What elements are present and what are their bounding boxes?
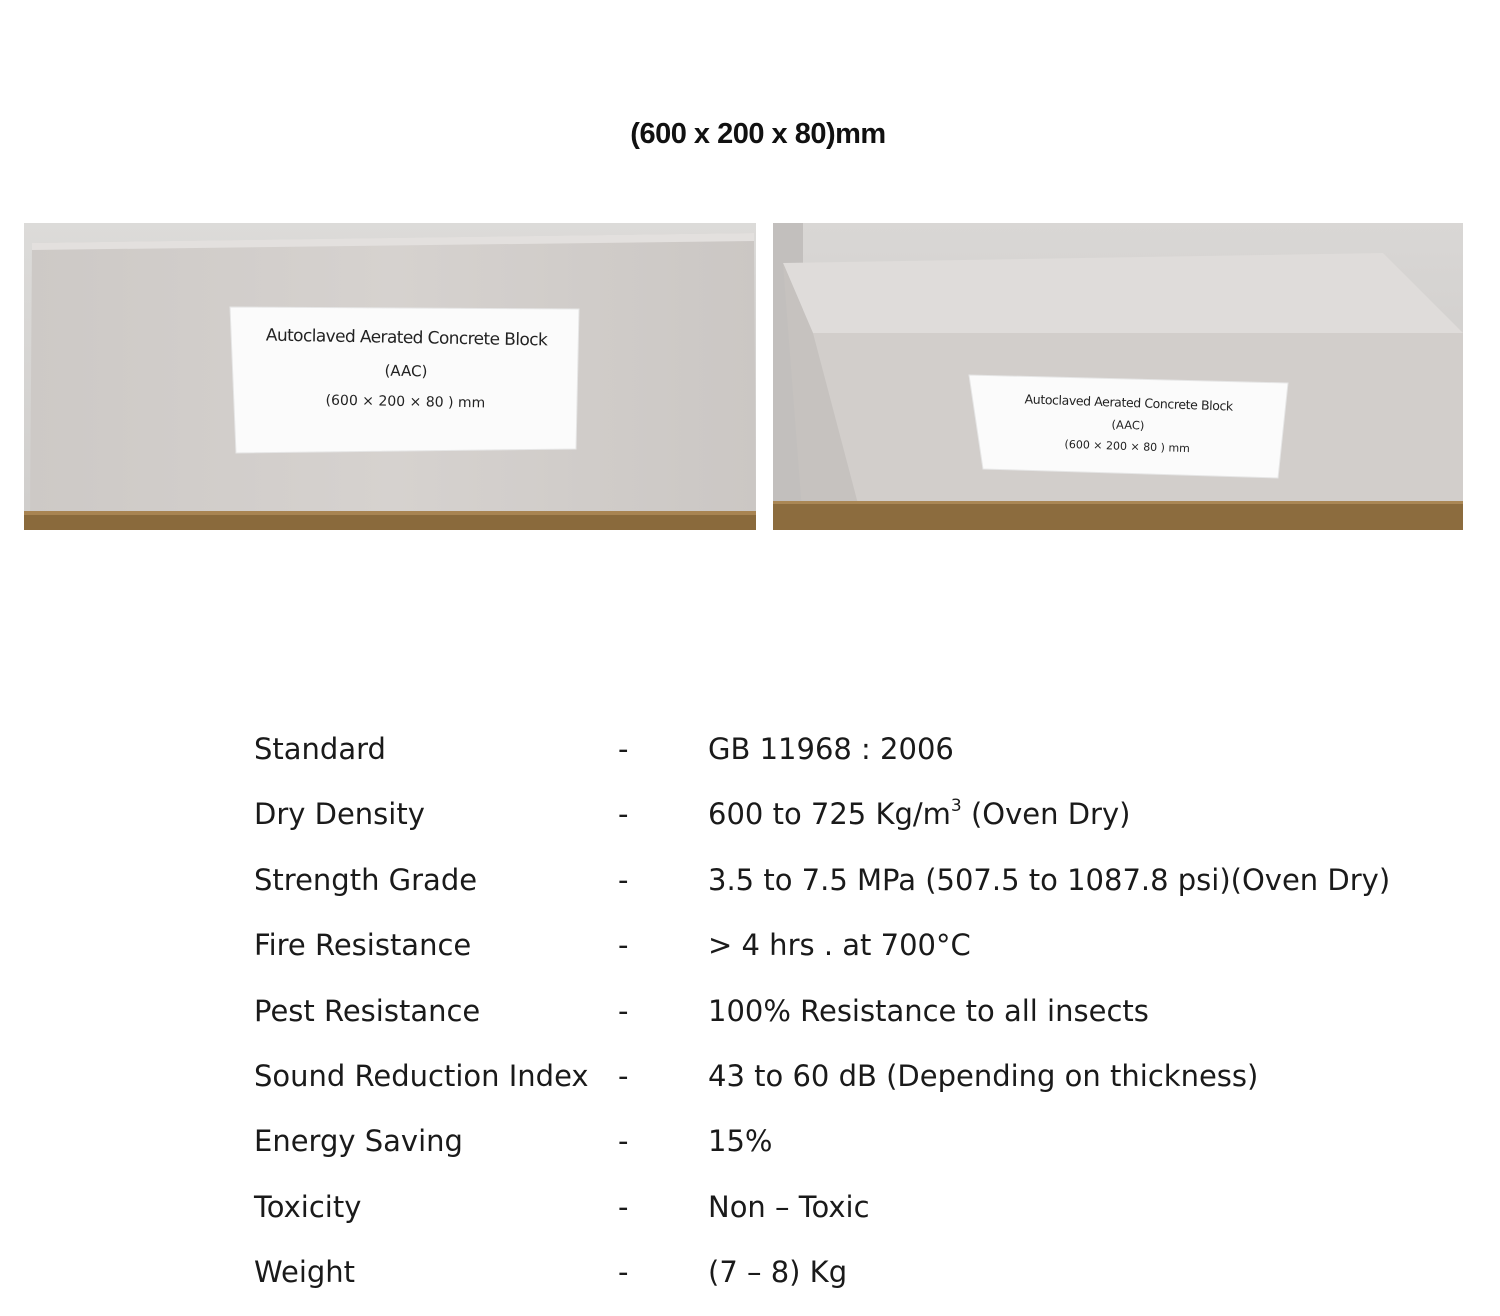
cubic-superscript: 3 — [950, 796, 962, 817]
block-label-angled — [972, 390, 1284, 459]
spec-label: Fire Resistance — [254, 928, 472, 963]
label-dimensions: (600 × 200 × 80 ) mm — [1064, 437, 1191, 456]
spec-row-fire-resistance — [254, 914, 1384, 979]
spec-value: 43 to 60 dB (Depending on thickness) — [708, 1058, 1259, 1093]
label-product-name: Autoclaved Aerated Concrete Block — [265, 325, 548, 351]
label-dimensions: (600 × 200 × 80 ) mm — [325, 392, 486, 412]
spec-value: 3.5 to 7.5 MPa (507.5 to 1087.8 psi)(Oven Dry) — [708, 862, 1391, 897]
spec-separator: - — [618, 928, 629, 963]
block-photo-front — [24, 223, 756, 530]
label-product-name: Autoclaved Aerated Concrete Block — [1024, 391, 1234, 414]
spec-value: Non – Toxic — [708, 1189, 870, 1224]
spec-label: Strength Grade — [254, 862, 478, 897]
density-value: 600 to 725 Kg/m — [708, 797, 951, 832]
spec-label: Sound Reduction Index — [254, 1058, 589, 1093]
spec-label: Toxicity — [254, 1189, 362, 1224]
spec-label: Dry Density — [254, 797, 425, 832]
spec-label: Pest Resistance — [254, 993, 481, 1028]
spec-row-energy-saving — [254, 1110, 1384, 1175]
block-photo-angled — [773, 223, 1463, 530]
spec-separator: - — [618, 1255, 629, 1290]
block-angled-image — [773, 223, 1463, 530]
spec-row-strength-grade — [254, 849, 1391, 914]
spec-row-sound-reduction — [254, 1045, 1384, 1110]
spec-list — [254, 718, 1391, 1307]
spec-value: 15% — [708, 1124, 773, 1159]
spec-row-dry-density — [254, 783, 1384, 848]
density-condition: (Oven Dry) — [961, 797, 1131, 832]
spec-row-weight — [254, 1241, 1384, 1306]
spec-value: (7 – 8) Kg — [708, 1255, 848, 1290]
label-product-code: (AAC) — [1111, 417, 1145, 433]
spec-value — [708, 783, 1130, 845]
spec-separator: - — [618, 797, 629, 832]
spec-label: Energy Saving — [254, 1124, 463, 1159]
spec-separator: - — [618, 1189, 629, 1224]
spec-separator: - — [618, 732, 629, 766]
spec-separator: - — [618, 1058, 629, 1093]
block-label-front — [230, 325, 581, 413]
spec-value: 100% Resistance to all insects — [708, 993, 1149, 1028]
spec-separator: - — [618, 993, 629, 1028]
spec-separator: - — [618, 1124, 629, 1159]
label-product-code: (AAC) — [384, 361, 428, 381]
spec-value: > 4 hrs . at 700°C — [708, 928, 971, 963]
page-title: (600 x 200 x 80)mm — [630, 118, 886, 150]
spec-label: Standard — [254, 732, 386, 766]
spec-value: GB 11968 : 2006 — [708, 732, 954, 766]
spec-row-standard — [254, 718, 1384, 783]
spec-row-toxicity — [254, 1176, 1384, 1241]
spec-row-pest-resistance — [254, 980, 1384, 1045]
spec-separator: - — [618, 862, 629, 897]
spec-label: Weight — [254, 1255, 356, 1290]
